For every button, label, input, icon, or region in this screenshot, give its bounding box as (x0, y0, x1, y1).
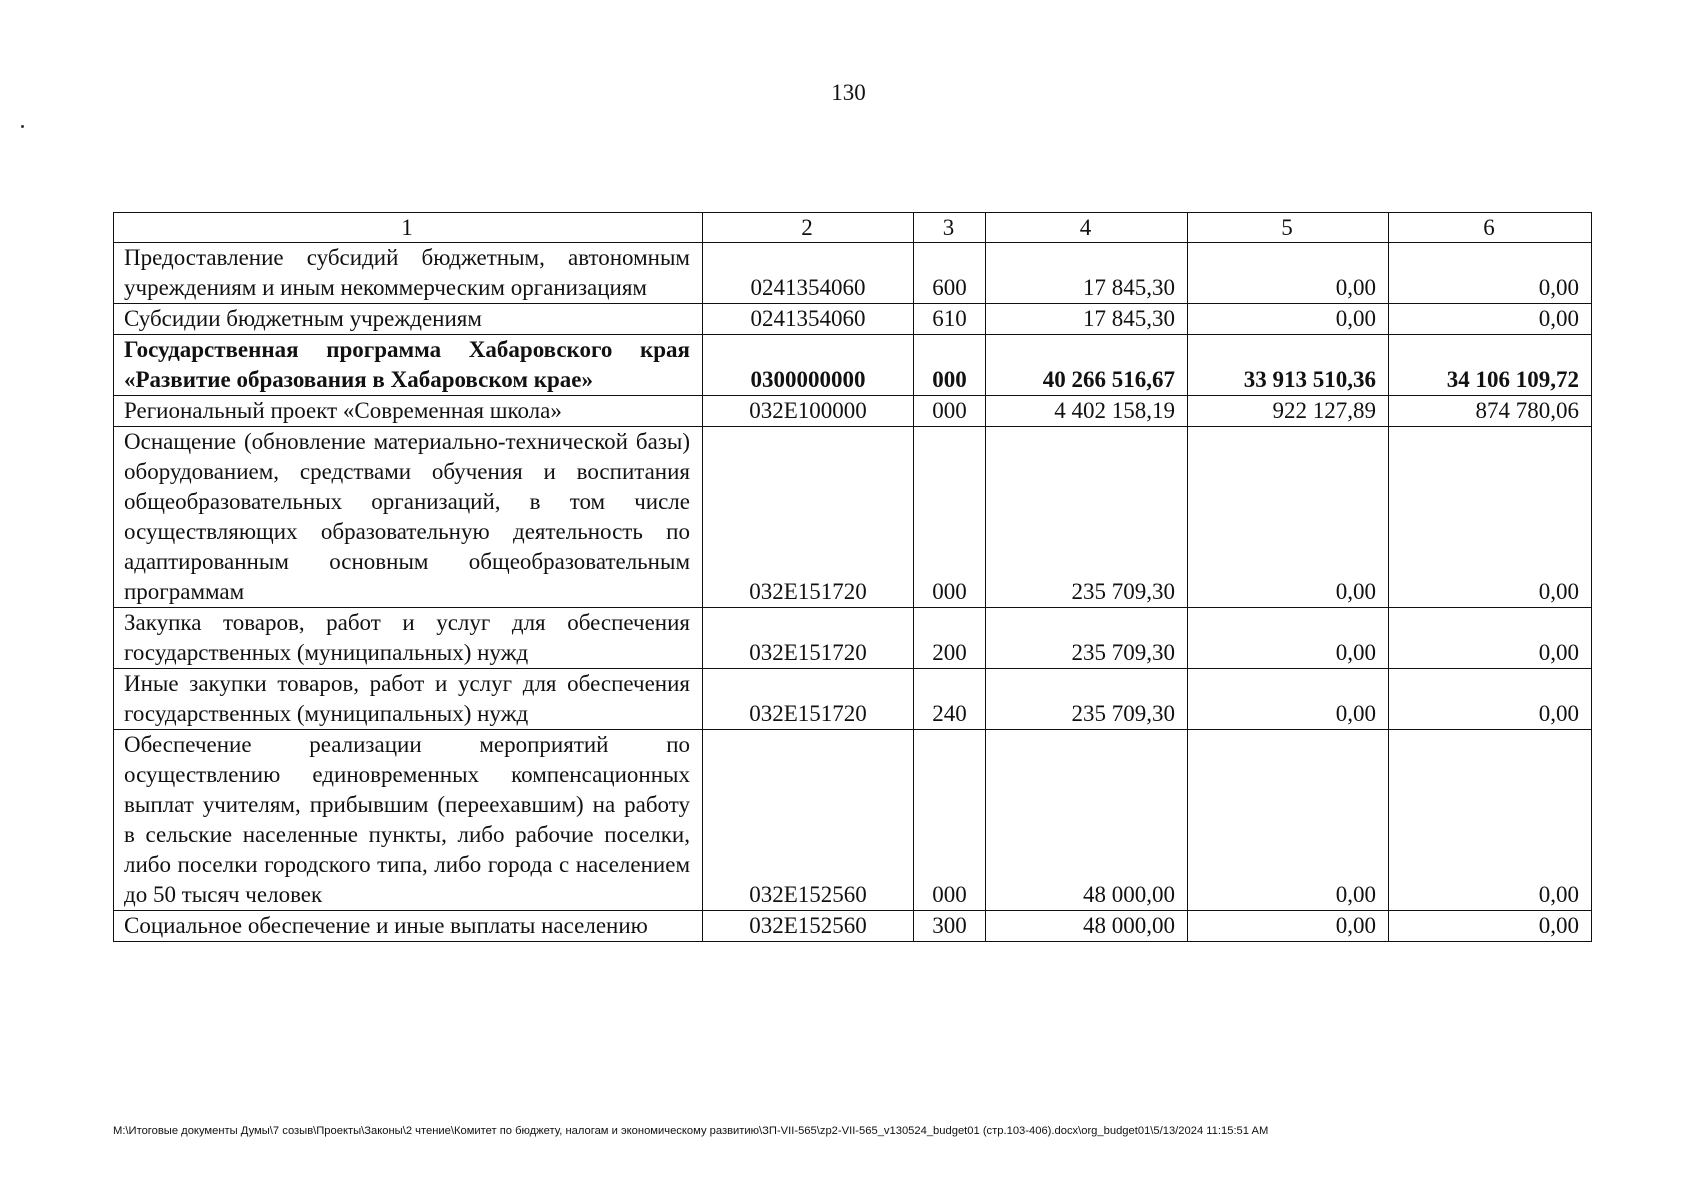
column-header-4: 4 (986, 213, 1188, 243)
row-amount-2-cell: 922 127,89 (1188, 396, 1389, 427)
row-amount-3-cell: 0,00 (1389, 911, 1592, 942)
row-csr-cell: 032E151720 (703, 427, 914, 608)
table-row (114, 396, 1592, 427)
row-csr-cell: 032E100000 (703, 396, 914, 427)
row-amount-1-cell: 235 709,30 (986, 427, 1188, 608)
table-row (114, 730, 1592, 911)
row-amount-3-cell: 34 106 109,72 (1389, 335, 1592, 396)
row-amount-3-cell: 0,00 (1389, 304, 1592, 335)
column-header-2: 2 (703, 213, 914, 243)
row-amount-1-cell: 48 000,00 (986, 911, 1188, 942)
row-vr-cell: 610 (914, 304, 986, 335)
column-header-1: 1 (114, 213, 703, 243)
row-amount-1-cell: 17 845,30 (986, 304, 1188, 335)
row-amount-1-cell: 4 402 158,19 (986, 396, 1188, 427)
row-name-cell: Государственная программа Хабаровского края «Развитие образования в Хабаровском крае» (114, 335, 703, 396)
row-amount-3-cell: 0,00 (1389, 243, 1592, 304)
row-vr-cell: 300 (914, 911, 986, 942)
table-row (114, 243, 1592, 304)
table-row (114, 669, 1592, 730)
row-name-cell: Иные закупки товаров, работ и услуг для обеспечения государственных (муниципальных) нужд (114, 669, 703, 730)
row-vr-cell: 000 (914, 335, 986, 396)
row-csr-cell: 032E152560 (703, 730, 914, 911)
row-amount-1-cell: 48 000,00 (986, 730, 1188, 911)
row-csr-cell: 0241354060 (703, 304, 914, 335)
row-amount-2-cell: 0,00 (1188, 608, 1389, 669)
row-name-cell: Предоставление субсидий бюджетным, автономным учреждениям и иным некоммерческим организациям (114, 243, 703, 304)
row-amount-3-cell: 0,00 (1389, 608, 1592, 669)
row-vr-cell: 000 (914, 427, 986, 608)
row-csr-cell: 0300000000 (703, 335, 914, 396)
row-csr-cell: 032E152560 (703, 911, 914, 942)
row-amount-1-cell: 40 266 516,67 (986, 335, 1188, 396)
row-amount-3-cell: 0,00 (1389, 669, 1592, 730)
row-vr-cell: 000 (914, 730, 986, 911)
row-amount-2-cell: 0,00 (1188, 427, 1389, 608)
row-csr-cell: 032E151720 (703, 669, 914, 730)
document-footer-path: M:\Итоговые документы Думы\7 созыв\Проекты\Законы\2 чтение\Комитет по бюджету, налогам и экономическому развитию\ЗП-VII-565\zp2-VII-565_v130524_budget01 (стр.103-406).docx\org_budget01\5/13/2024 11:15:51 AM (113, 1125, 1269, 1137)
row-amount-3-cell: 0,00 (1389, 730, 1592, 911)
scan-artifact-dot (21, 125, 24, 128)
row-amount-2-cell: 0,00 (1188, 243, 1389, 304)
budget-table-body (114, 213, 1592, 942)
row-name-cell: Социальное обеспечение и иные выплаты населению (114, 911, 703, 942)
table-header-row (114, 213, 1592, 243)
row-name-cell: Закупка товаров, работ и услуг для обеспечения государственных (муниципальных) нужд (114, 608, 703, 669)
row-amount-2-cell: 0,00 (1188, 730, 1389, 911)
row-amount-1-cell: 17 845,30 (986, 243, 1188, 304)
column-header-6: 6 (1389, 213, 1592, 243)
row-amount-3-cell: 874 780,06 (1389, 396, 1592, 427)
row-name-cell: Региональный проект «Современная школа» (114, 396, 703, 427)
page-number: 130 (831, 80, 866, 105)
row-csr-cell: 0241354060 (703, 243, 914, 304)
column-header-5: 5 (1188, 213, 1389, 243)
row-amount-2-cell: 0,00 (1188, 669, 1389, 730)
column-header-3: 3 (914, 213, 986, 243)
row-amount-2-cell: 0,00 (1188, 911, 1389, 942)
row-amount-1-cell: 235 709,30 (986, 608, 1188, 669)
row-vr-cell: 200 (914, 608, 986, 669)
row-csr-cell: 032E151720 (703, 608, 914, 669)
row-vr-cell: 240 (914, 669, 986, 730)
table-row (114, 427, 1592, 608)
row-name-cell: Оснащение (обновление материально-технической базы) оборудованием, средствами обучения и воспитания общеобразовательных организаций, в том числе осуществляющих образовательную деятельность по адаптированным основным общеобразовательным программам (114, 427, 703, 608)
row-name-cell: Субсидии бюджетным учреждениям (114, 304, 703, 335)
row-vr-cell: 600 (914, 243, 986, 304)
table-row (114, 911, 1592, 942)
table-row (114, 608, 1592, 669)
table-row (114, 335, 1592, 396)
row-vr-cell: 000 (914, 396, 986, 427)
row-amount-1-cell: 235 709,30 (986, 669, 1188, 730)
row-amount-2-cell: 33 913 510,36 (1188, 335, 1389, 396)
row-amount-3-cell: 0,00 (1389, 427, 1592, 608)
table-row (114, 304, 1592, 335)
row-amount-2-cell: 0,00 (1188, 304, 1389, 335)
row-name-cell: Обеспечение реализации мероприятий по осуществлению единовременных компенсационных выплат учителям, прибывшим (переехавшим) на работу в сельские населенные пункты, либо рабочие поселки, либо поселки городского типа, либо города с населением до 50 тысяч человек (114, 730, 703, 911)
budget-table (113, 212, 1592, 942)
